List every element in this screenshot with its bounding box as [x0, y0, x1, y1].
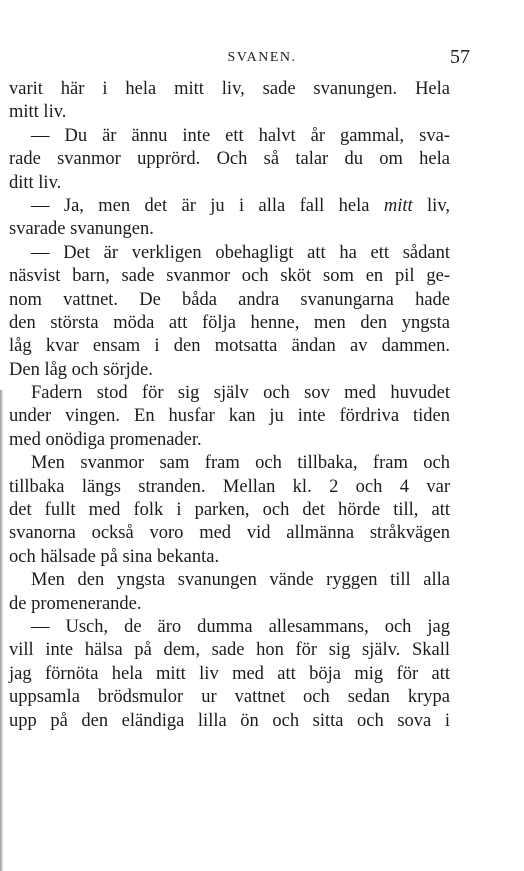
text-line: ditt liv. [9, 172, 62, 193]
text-line: upp på den eländiga lilla ön och sitta och sova i [9, 710, 450, 731]
text-line: Men svanmor sam fram och tillbaka, fram och [31, 453, 450, 474]
text-line: med onödiga promenader. [9, 429, 202, 450]
text-line: tillbaka längs stranden. Mellan kl. 2 och 4 var [9, 476, 450, 497]
text-line: vill inte hälsa på dem, sade hon för sig själv. Skall [9, 640, 450, 661]
body-text [9, 78, 450, 733]
text-line: jag förnöta hela mitt liv med att böja mig för att [9, 663, 450, 684]
text-segment: liv, [427, 195, 451, 216]
text-line: de promenerande. [9, 593, 142, 614]
text-line: svarade svanungen. [9, 219, 154, 240]
text-line: Fadern stod för sig själv och sov med huvudet [31, 383, 450, 404]
text-line: nom vattnet. De båda andra svanungarna hade [9, 289, 450, 310]
page-number: 57 [450, 46, 470, 68]
running-title: SVANEN. [227, 50, 297, 65]
text-line: — Det är verkligen obehagligt att ha ett sådant [31, 242, 450, 263]
page-edge-shadow [0, 390, 3, 871]
text-line: — Usch, de äro dumma allesammans, och jag [31, 616, 450, 637]
text-line: Den låg och sörjde. [9, 359, 153, 380]
text-line: den största möda att följa henne, men den yngsta [9, 312, 450, 333]
text-line: och hälsade på sina bekanta. [9, 546, 220, 567]
text-line: — Du är ännu inte ett halvt år gammal, sva- [31, 125, 450, 146]
text-line: under vingen. En husfar kan ju inte fördriva tiden [9, 406, 450, 427]
text-line [9, 195, 450, 218]
running-head [0, 46, 524, 70]
text-line: det fullt med folk i parken, och det hörde till, att [9, 500, 450, 521]
text-line: varit här i hela mitt liv, sade svanungen. Hela [9, 79, 450, 99]
text-line: låg kvar ensam i den motsatta ändan av dammen. [9, 336, 450, 357]
text-segment: — Ja, men det är ju i alla fall hela [31, 195, 370, 216]
text-line: uppsamla brödsmulor ur vattnet och sedan krypa [9, 687, 450, 708]
text-line: Men den yngsta svanungen vände ryggen till alla [31, 570, 450, 591]
text-line: rade svanmor upprörd. Och så talar du om hela [9, 149, 450, 170]
text-line: mitt liv. [9, 102, 67, 123]
emphasized-word: mitt [383, 195, 413, 216]
text-line: svanorna också voro med vid allmänna stråkvägen [9, 523, 450, 544]
text-line: näsvist barn, sade svanmor och sköt som en pil ge- [9, 266, 450, 287]
